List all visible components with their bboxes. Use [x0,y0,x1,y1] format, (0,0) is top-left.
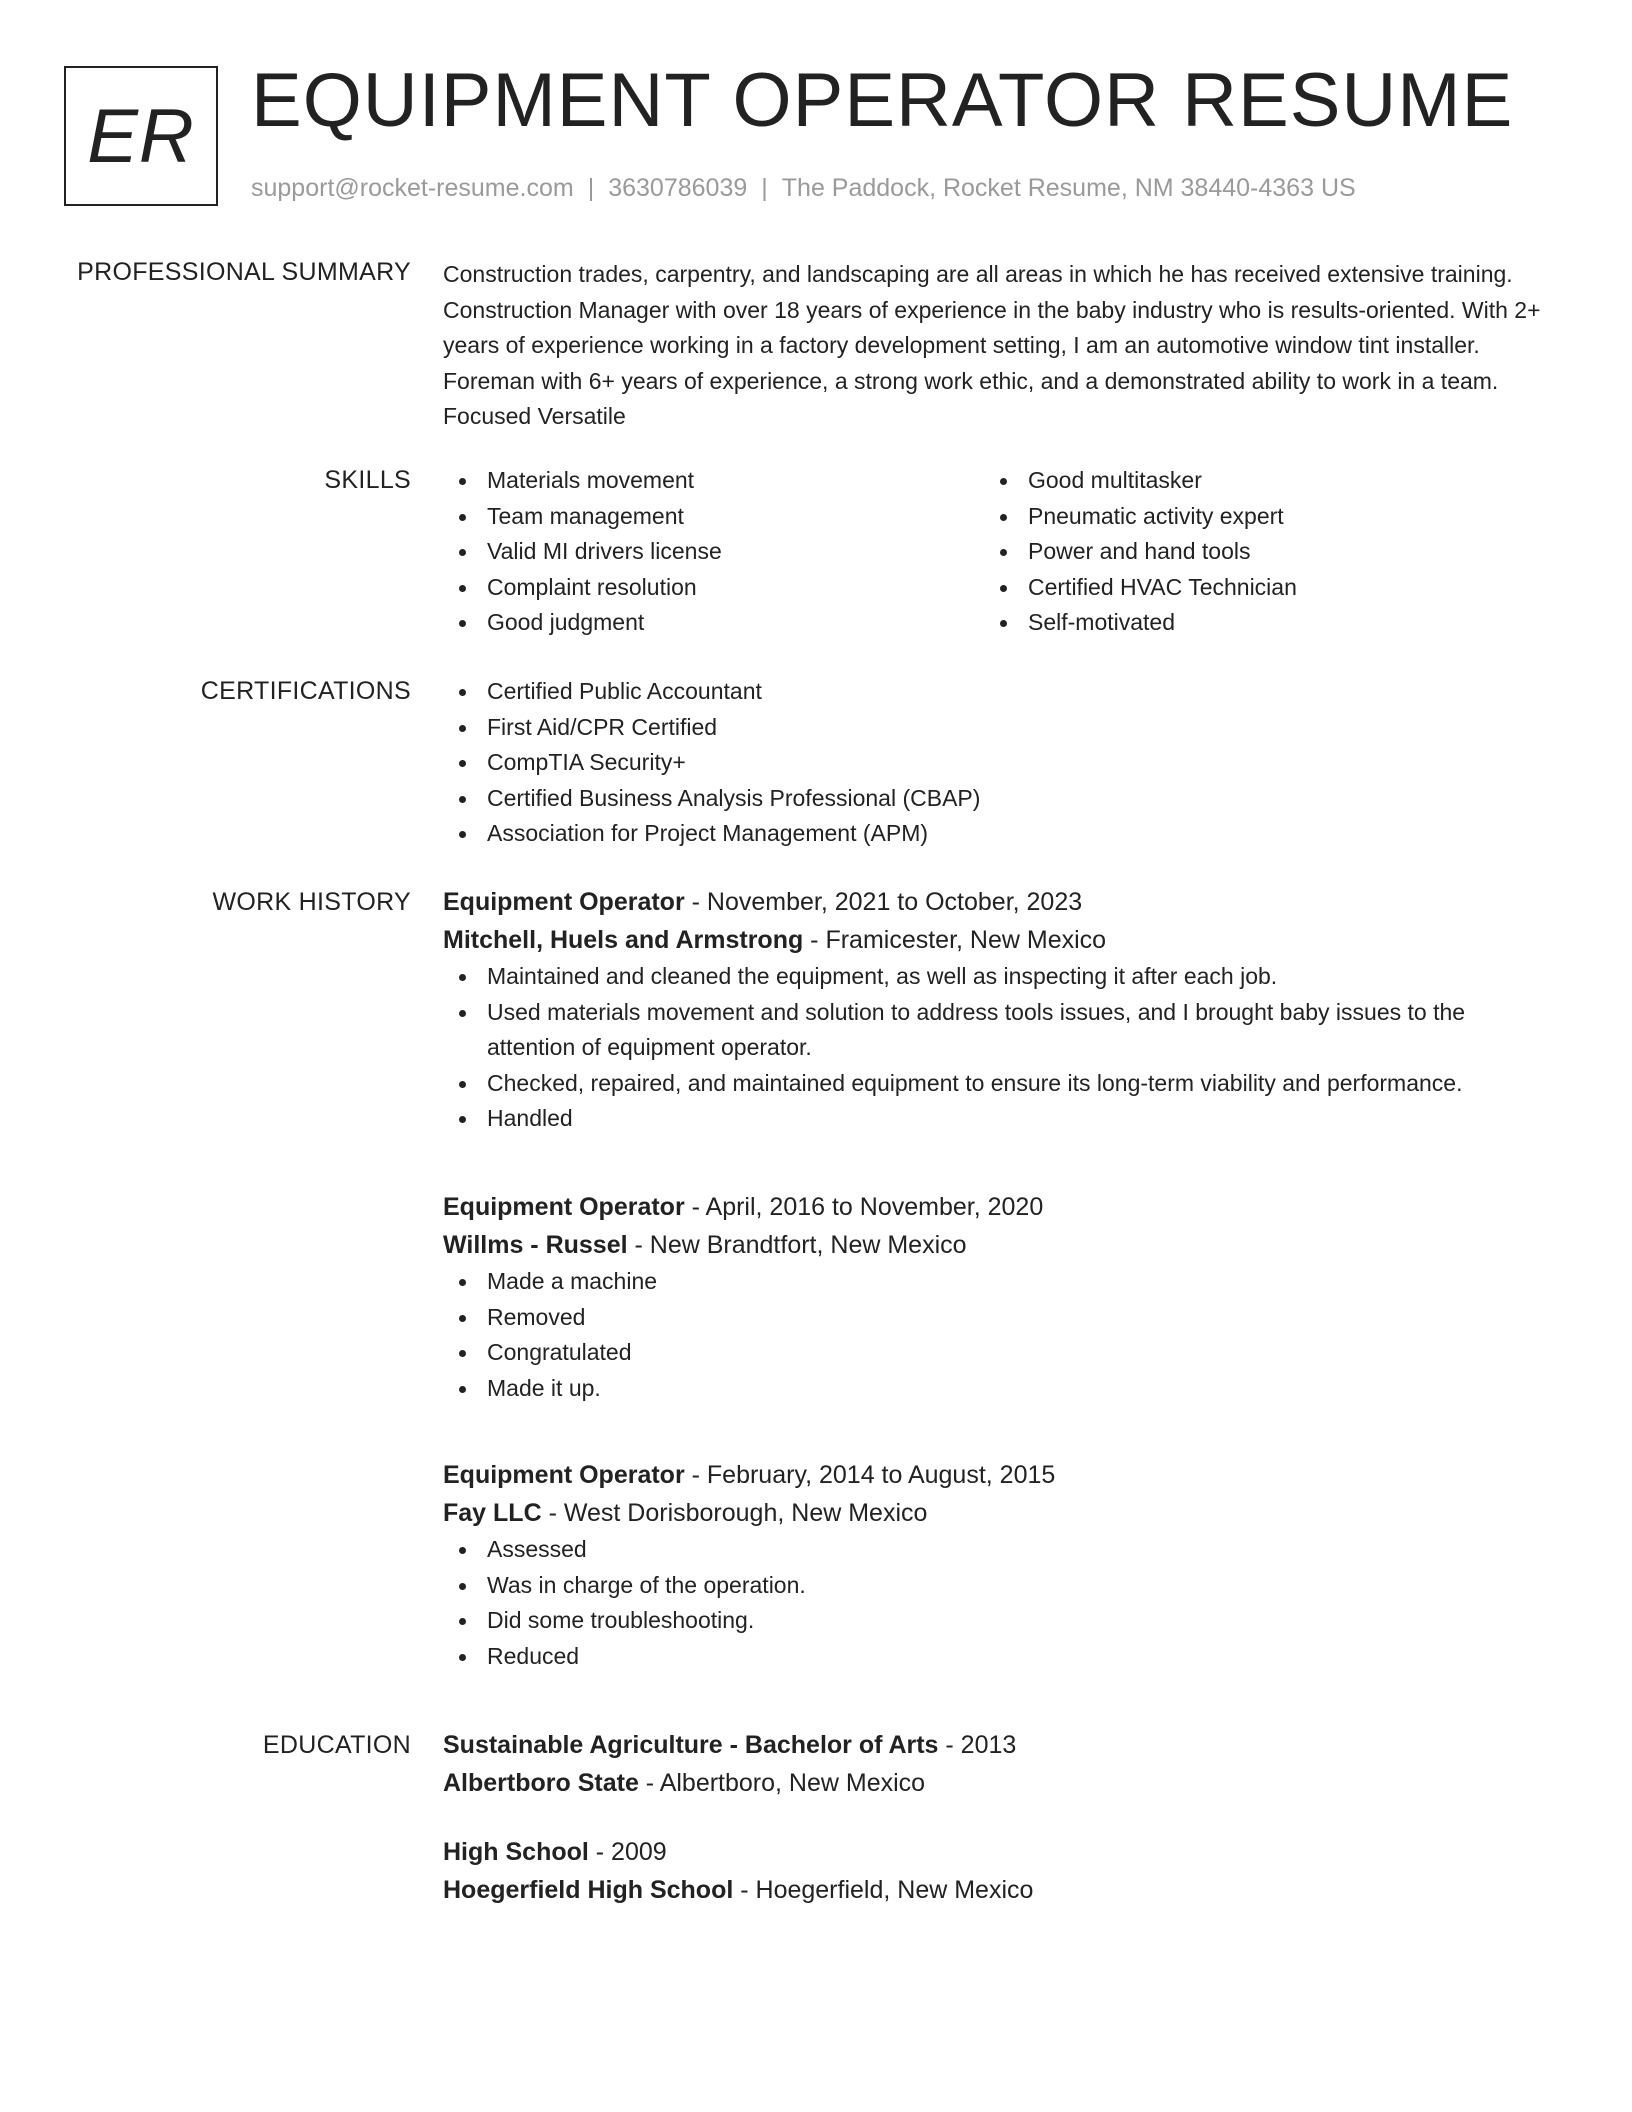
job-company: Mitchell, Huels and Armstrong [443,926,804,954]
education-location: - Hoegerfield, New Mexico [733,1876,1034,1904]
job-dates: - April, 2016 to November, 2020 [684,1193,1044,1221]
education-degree: High School [443,1838,589,1866]
job-bullet: Was in charge of the operation. [443,1568,1543,1604]
skill-item: Self-motivated [984,605,1524,641]
job-bullet: Assessed [443,1532,1543,1568]
education-entry [443,1833,1543,1909]
education-location: - Albertboro, New Mexico [638,1769,926,1797]
contact-separator: | [761,174,768,202]
job-title: Equipment Operator [443,1193,685,1221]
skill-item: Certified HVAC Technician [984,570,1524,606]
education-school-line [443,1871,1543,1909]
skill-item: Materials movement [443,463,983,499]
job-location: - New Brandtfort, New Mexico [627,1231,967,1259]
job-bullet: Did some troubleshooting. [443,1603,1543,1639]
section-label-certifications: CERTIFICATIONS [200,677,411,705]
education-year: - 2009 [588,1838,667,1866]
job-bullet: Made it up. [443,1371,1543,1407]
education-year: - 2013 [938,1731,1017,1759]
section-label-work-history: WORK HISTORY [212,888,411,916]
job-bullet: Handled [443,1101,1543,1137]
section-label-skills: SKILLS [324,466,411,494]
job-bullets [443,1264,1543,1406]
job-company-line [443,1494,1543,1532]
certification-item: First Aid/CPR Certified [443,710,1543,746]
certification-item: Association for Project Management (APM) [443,816,1543,852]
job-dates: - February, 2014 to August, 2015 [684,1461,1056,1489]
job-location: - Framicester, New Mexico [803,926,1107,954]
contact-line [251,172,1356,204]
certification-item: CompTIA Security+ [443,745,1543,781]
section-label-education: EDUCATION [262,1731,411,1759]
job-title: Equipment Operator [443,1461,685,1489]
job-bullets [443,959,1543,1137]
skill-item: Team management [443,499,983,535]
job-company: Fay LLC [443,1499,542,1527]
certification-item: Certified Business Analysis Professional (CBAP) [443,781,1543,817]
job-dates: - November, 2021 to October, 2023 [684,888,1083,916]
contact-address: The Paddock, Rocket Resume, NM 38440-4363 US [781,174,1356,202]
job-bullet: Reduced [443,1639,1543,1675]
job-title-line [443,883,1543,921]
certifications-list [443,674,1543,852]
work-entry [443,883,1543,1137]
work-entry [443,1188,1543,1406]
job-bullet: Maintained and cleaned the equipment, as well as inspecting it after each job. [443,959,1543,995]
skill-item: Good judgment [443,605,983,641]
job-company-line [443,921,1543,959]
skill-item: Power and hand tools [984,534,1524,570]
job-bullet: Checked, repaired, and maintained equipment to ensure its long-term viability and performance. [443,1066,1543,1102]
skill-item: Valid MI drivers license [443,534,983,570]
resume-title: EQUIPMENT OPERATOR RESUME [251,58,1514,143]
job-bullet: Removed [443,1300,1543,1336]
skill-item: Complaint resolution [443,570,983,606]
education-school: Albertboro State [443,1769,639,1797]
skills-column-left [443,463,983,641]
education-school: Hoegerfield High School [443,1876,734,1904]
certification-item: Certified Public Accountant [443,674,1543,710]
job-location: - West Dorisborough, New Mexico [541,1499,928,1527]
education-degree-line [443,1726,1543,1764]
education-degree: Sustainable Agriculture - Bachelor of Arts [443,1731,939,1759]
job-title: Equipment Operator [443,888,685,916]
skill-item: Good multitasker [984,463,1524,499]
job-bullet: Made a machine [443,1264,1543,1300]
job-title-line [443,1188,1543,1226]
contact-separator: | [587,174,595,202]
education-degree-line [443,1833,1543,1871]
skill-item: Pneumatic activity expert [984,499,1524,535]
job-company: Willms - Russel [443,1231,628,1259]
monogram-logo: ER [64,66,218,206]
education-entry [443,1726,1543,1802]
contact-phone[interactable]: 3630786039 [608,174,748,202]
skills-column-right [984,463,1524,641]
section-label-summary: PROFESSIONAL SUMMARY [77,258,411,286]
education-school-line [443,1764,1543,1802]
summary-text: Construction trades, carpentry, and landscaping are all areas in which he has received extensive training. Construction Manager with over 18 years of experience in the baby industry who is results-oriented. With 2+ years of experience working in a factory development setting, I am an automotive window tint installer. Foreman with 6+ years of experience, a strong work ethic, and a demonstrated ability to work in a team. Focused Versatile [443,261,1541,429]
job-bullet: Used materials movement and solution to address tools issues, and I brought baby issues to the attention of equipment operator. [443,995,1543,1066]
job-bullet: Congratulated [443,1335,1543,1371]
contact-email[interactable]: support@rocket-resume.com [251,174,574,202]
work-entry [443,1456,1543,1674]
job-bullets [443,1532,1543,1674]
job-company-line [443,1226,1543,1264]
job-title-line [443,1456,1543,1494]
